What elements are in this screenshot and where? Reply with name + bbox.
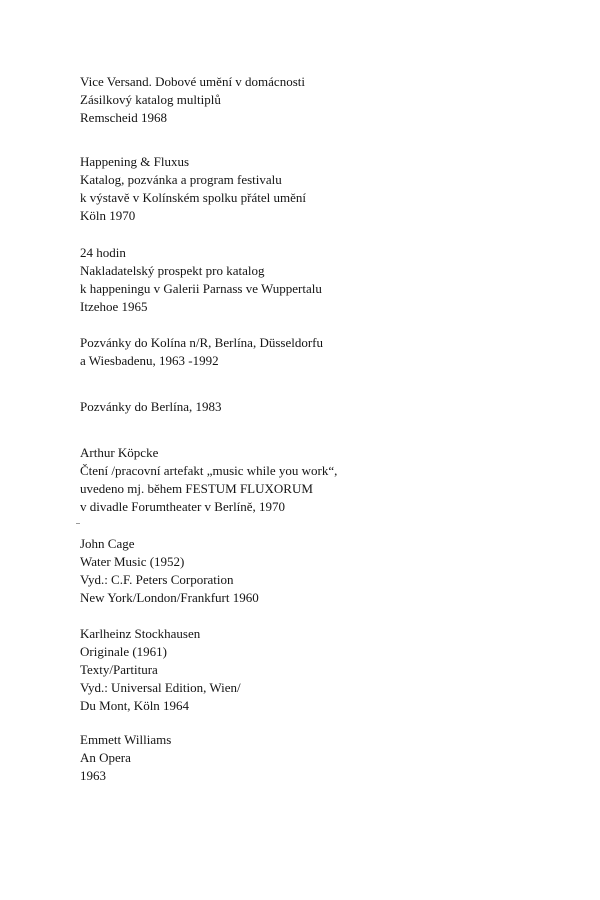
entry-line: Pozvánky do Berlína, 1983 xyxy=(80,399,222,414)
entry-karlheinz-stockhausen xyxy=(80,625,580,715)
entry-line: Čtení /pracovní artefakt „music while you work“, xyxy=(80,463,338,478)
entry-line: Katalog, pozvánka a program festivalu xyxy=(80,172,282,187)
entry-line: Texty/Partitura xyxy=(80,662,158,677)
entry-happening-fluxus xyxy=(80,153,580,225)
entry-line: An Opera xyxy=(80,750,131,765)
entry-line: Karlheinz Stockhausen xyxy=(80,626,201,641)
entry-line: Itzehoe 1965 xyxy=(80,299,148,314)
entry-line: a Wiesbadenu, 1963 -1992 xyxy=(80,353,219,368)
entry-line: Happening & Fluxus xyxy=(80,154,190,169)
entry-john-cage xyxy=(80,535,580,607)
entry-line: Vice Versand. Dobové umění v domácnosti xyxy=(80,74,305,89)
entry-arthur-kopcke xyxy=(80,444,580,516)
entry-line: Zásilkový katalog multiplů xyxy=(80,92,221,107)
entry-line: Köln 1970 xyxy=(80,208,136,223)
entry-emmett-williams xyxy=(80,731,580,785)
entry-line: k happeningu v Galerii Parnass ve Wuppertalu xyxy=(80,281,322,296)
entry-line: Nakladatelský prospekt pro katalog xyxy=(80,263,265,278)
entry-line: Du Mont, Köln 1964 xyxy=(80,698,190,713)
entry-vice-versand xyxy=(80,73,580,127)
entry-line: Remscheid 1968 xyxy=(80,110,168,125)
entry-pozvanky-kolin xyxy=(80,334,580,370)
entry-line: John Cage xyxy=(80,536,135,551)
entry-line: New York/London/Frankfurt 1960 xyxy=(80,590,259,605)
entry-line: Water Music (1952) xyxy=(80,554,185,569)
entry-line: Originale (1961) xyxy=(80,644,168,659)
entry-line: Vyd.: Universal Edition, Wien/ xyxy=(80,680,241,695)
entry-line: uvedeno mj. během FESTUM FLUXORUM xyxy=(80,481,313,496)
entry-line: v divadle Forumtheater v Berlíně, 1970 xyxy=(80,499,286,514)
entry-line: 1963 xyxy=(80,768,106,783)
entry-line: k výstavě v Kolínském spolku přátel umění xyxy=(80,190,307,205)
entry-line: Arthur Köpcke xyxy=(80,445,159,460)
entry-24-hodin xyxy=(80,244,580,316)
entry-line: Pozvánky do Kolína n/R, Berlína, Düsseldorfu xyxy=(80,335,323,350)
entry-line: Emmett Williams xyxy=(80,732,172,747)
entry-line: Vyd.: C.F. Peters Corporation xyxy=(80,572,234,587)
entry-pozvanky-berlin xyxy=(80,398,580,416)
scan-mark xyxy=(76,523,80,524)
entry-line: 24 hodin xyxy=(80,245,126,260)
